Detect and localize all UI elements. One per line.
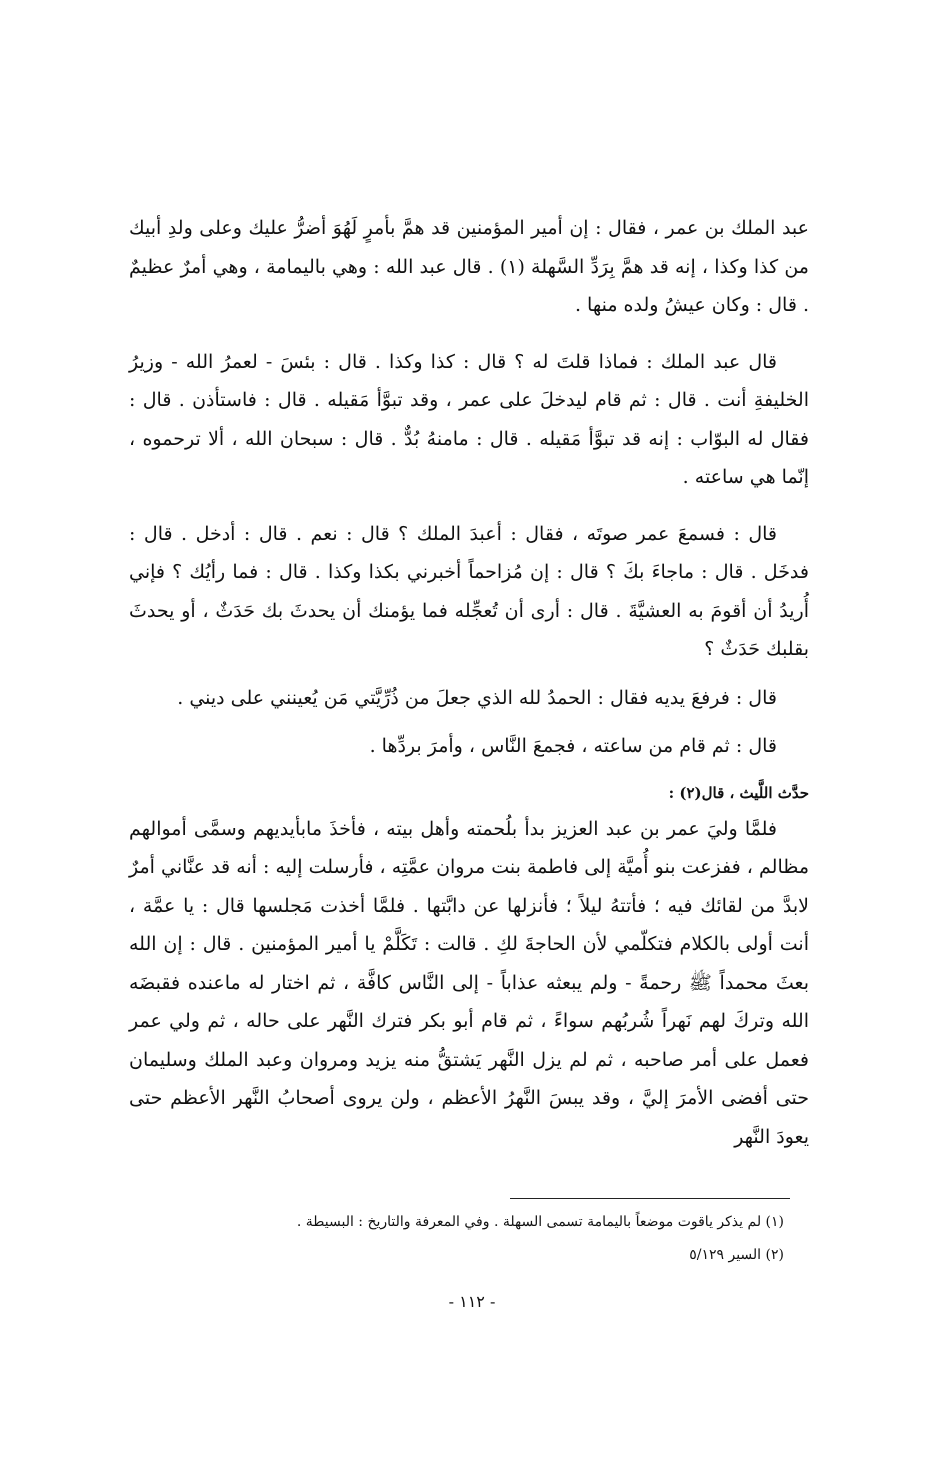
page-number: - ١١٢ -: [448, 1292, 496, 1311]
footnotes: [144, 1206, 784, 1272]
paragraph-2: قال عبد الملك : فماذا قلتَ له ؟ قال : كذا وكذا . قال : بئسَ - لعمرُ الله - وزيرُ الخليفةِ أنت . قال : ثم قام ليدخلَ على عمر ، وقد تبوَّأ مَقيله . قال : فاستأذن . قال : فقال له البوّاب : إنه قد تبوَّأ مَقيله . قال : مامنهُ بُدٌّ . قال : سبحان الله ، ألا ترحموه ، إنّما هي ساعته .: [129, 350, 809, 488]
footnote-1: (١) لم يذكر ياقوت موضعاً باليمامة تسمى السهلة . وفي المعرفة والتاريخ : البسيطة .: [296, 1214, 784, 1230]
paragraph-3: قال : فسمعَ عمر صوتَه ، فقال : أعبدَ الملك ؟ قال : نعم . قال : أدخل . قال : فدخَل . قال : ماجاءَ بكَ ؟ قال : إن مُزاحماً أخبرني بكذا وكذا . قال : فما رأيُك ؟ فإني أُريدُ أن أقومَ به العشيَّةَ . قال : أرى أن تُعجِّله فما يؤمنك أن يحدثَ بك حَدَثٌ ، أو يحدثَ بقلبك حَدَثٌ ؟: [129, 522, 809, 660]
paragraph-5: قال : ثم قام من ساعته ، فجمعَ النَّاس ، وأمرَ بردِّها .: [369, 735, 777, 757]
paragraph-1: عبد الملك بن عمر ، فقال : إن أمير المؤمنين قد همَّ بأمرٍ لَهُوَ أضرُّ عليك وعلى ولدِ أبيك من كذا وكذا ، إنه قد همَّ بِرَدِّ السَّهلة (١) . قال عبد الله : وهي باليمامة ، وهي أمرٌ عظيمٌ . قال : وكان عيشُ ولده منها .: [129, 217, 809, 316]
footnote-2: (٢) السير ٥/١٢٩: [689, 1247, 784, 1263]
section-heading: حدَّث اللَّيث ، قال(٢) :: [668, 783, 809, 802]
paragraph-4: قال : فرفعَ يديه فقال : الحمدُ لله الذي جعلَ من ذُرِّيَّتي مَن يُعينني على ديني .: [177, 686, 777, 709]
footnote-divider: [510, 1198, 790, 1199]
paragraph-6: فلمَّا وليَ عمر بن عبد العزيز بدأ بلُحمته وأهل بيته ، فأخذَ مابأيديهم وسمَّى أموالهم مظالم ، ففزعت بنو أُميَّة إلى فاطمة بنت مروان عمَّتِه ، فأرسلت إليه : أنه قد عنَّاني أمرٌ لابدَّ من لقائك فيه ؛ فأتتهُ ليلاً ؛ فأنزلها عن دابَّتها . فلمَّا أخذت مَجلسها قال : يا عمَّة ، أنت أولى بالكلام فتكلّمي لأن الحاجةَ لكِ . قالت : تَكَلَّمْ يا أمير المؤمنين . قال : إن الله بعثَ محمداً ﷺ رحمةً - ولم يبعثه عذاباً - إلى النَّاس كافَّة ، ثم اختار له ماعنده فقبضَه الله وتركَ لهم نَهراً شُربُهم سواءً ، ثم قام أبو بكر فترك النَّهر على حاله ، ثم ولي عمر فعمل على أمر صاحبه ، ثم لم يزل النَّهر يَشتقُّ منه يزيد ومروان وعبد الملك وسليمان حتى أفضى الأمرَ إليَّ ، وقد يبسَ النَّهرُ الأعظم ، ولن يروى أصحابُ النَّهر الأعظم حتى يعودَ النَّهر: [129, 817, 809, 1148]
main-text: [129, 209, 809, 1156]
